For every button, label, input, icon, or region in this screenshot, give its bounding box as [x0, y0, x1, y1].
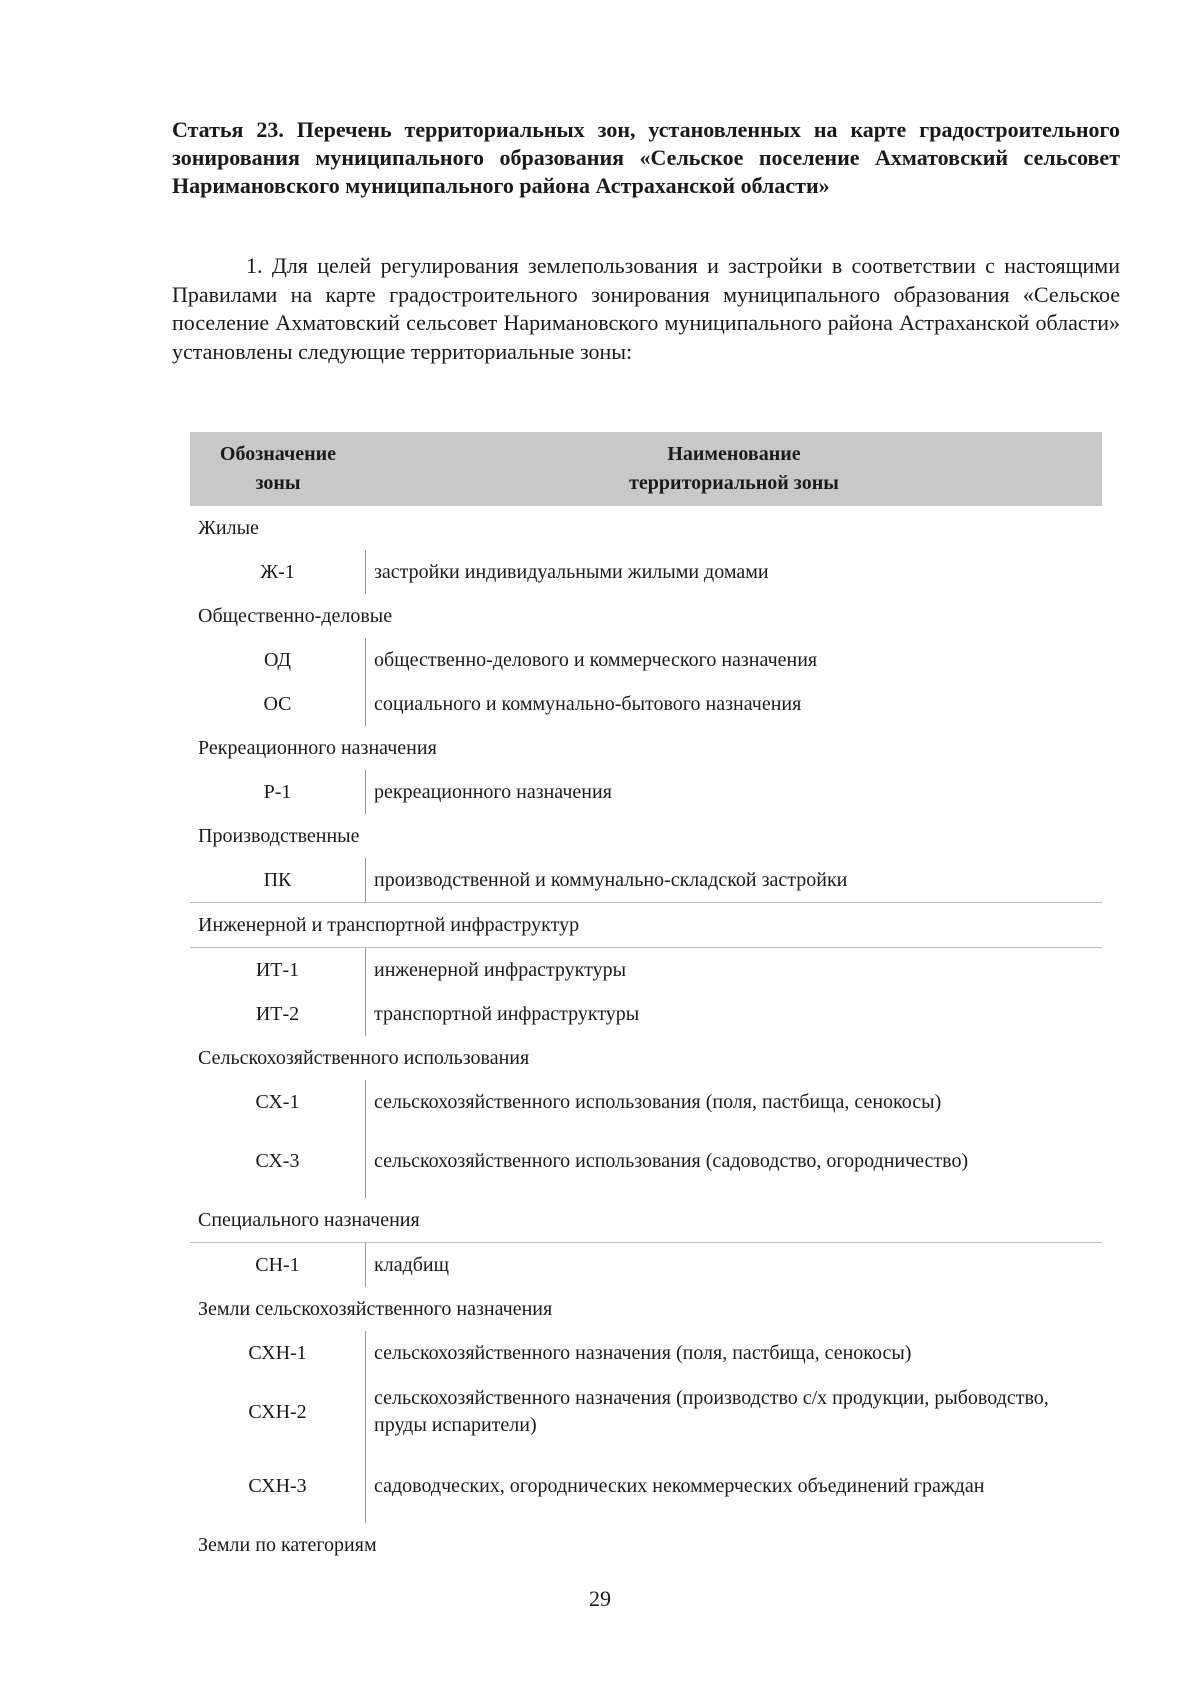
- group-title: Земли сельскохозяйственного назначения: [198, 1298, 553, 1320]
- zone-code: ИТ-1: [190, 948, 366, 992]
- zone-code: СХН-2: [190, 1375, 366, 1449]
- zone-name: сельскохозяйственного использования (поля, пастбища, сенокосы): [374, 1090, 942, 1113]
- table-header: [190, 432, 1102, 506]
- article-heading: Статья 23. Перечень территориальных зон, установленных на карте градостроительного зонирования муниципального образования «Сельское поселение Ахматовский сельсовет Наримановского муниципального района Астраханской области»: [172, 117, 1120, 198]
- table-row: [190, 1080, 1102, 1124]
- header-code-line2: зоны: [255, 472, 301, 494]
- zone-name: инженерной инфраструктуры: [374, 958, 627, 981]
- zone-code: СХ-1: [190, 1080, 366, 1124]
- table-row: [190, 1449, 1102, 1523]
- group-title: Сельскохозяйственного использования: [198, 1047, 530, 1069]
- zone-code: ОС: [190, 682, 366, 726]
- zone-name: садоводческих, огороднических некоммерческих объединений граждан: [374, 1474, 985, 1497]
- zone-name: общественно-делового и коммерческого назначения: [374, 648, 818, 671]
- zone-code: СХН-3: [190, 1449, 366, 1523]
- table-row: [190, 992, 1102, 1036]
- zone-code: СХ-3: [190, 1124, 366, 1198]
- zone-name: производственной и коммунально-складской застройки: [374, 868, 848, 891]
- zone-name: застройки индивидуальными жилыми домами: [374, 560, 769, 583]
- table-row: [190, 770, 1102, 814]
- zone-code: Р-1: [190, 770, 366, 814]
- header-code-line1: Обозначение: [219, 443, 337, 465]
- zone-code: СХН-1: [190, 1331, 366, 1375]
- zones-table: [190, 432, 1102, 1567]
- article-paragraph: 1. Для целей регулирования землепользования и застройки в соответствии с настоящими Правилами на карте градостроительного зонирования муниципального образования «Сельское поселение Ахматовский сельсовет Наримановского муниципального района Астраханской области» установлены следующие территориальные зоны:: [172, 253, 1120, 364]
- zone-name: сельскохозяйственного назначения (поля, пастбища, сенокосы): [374, 1341, 912, 1364]
- header-name-line1: Наименование: [667, 443, 801, 465]
- table-row: [190, 550, 1102, 594]
- header-name-column: [366, 432, 1102, 506]
- table-row: [190, 1243, 1102, 1287]
- zone-code: ИТ-2: [190, 992, 366, 1036]
- zone-name: кладбищ: [374, 1253, 450, 1276]
- table-row: [190, 858, 1102, 902]
- group-title: Рекреационного назначения: [198, 737, 437, 759]
- table-row: [190, 948, 1102, 992]
- table-row: [190, 1331, 1102, 1375]
- zone-code: ОД: [190, 638, 366, 682]
- zone-name: сельскохозяйственного использования (садоводство, огородничество): [374, 1149, 969, 1172]
- group-title: Специального назначения: [190, 1198, 1102, 1243]
- header-code-column: [190, 432, 366, 506]
- zone-name: сельскохозяйственного назначения (производство с/х продукции, рыбоводство, пруды испарители): [374, 1387, 1049, 1436]
- table-row: [190, 638, 1102, 682]
- group-title: Жилые: [198, 517, 259, 539]
- group-title: Общественно-деловые: [198, 605, 393, 627]
- group-title: Земли по категориям: [198, 1534, 377, 1556]
- group-title: Инженерной и транспортной инфраструктур: [190, 902, 1102, 948]
- zone-code: ПК: [190, 858, 366, 902]
- zone-name: социального и коммунально-бытового назначения: [374, 692, 802, 715]
- header-name-line2: территориальной зоны: [629, 472, 839, 494]
- zone-name: рекреационного назначения: [374, 780, 612, 803]
- table-row: [190, 1375, 1102, 1449]
- page-number: 29: [589, 1586, 611, 1611]
- zone-code: Ж-1: [190, 550, 366, 594]
- zone-name: транспортной инфраструктуры: [374, 1002, 640, 1025]
- group-title: Производственные: [198, 825, 360, 847]
- table-row: [190, 1124, 1102, 1198]
- table-row: [190, 682, 1102, 726]
- zone-code: СН-1: [190, 1243, 366, 1287]
